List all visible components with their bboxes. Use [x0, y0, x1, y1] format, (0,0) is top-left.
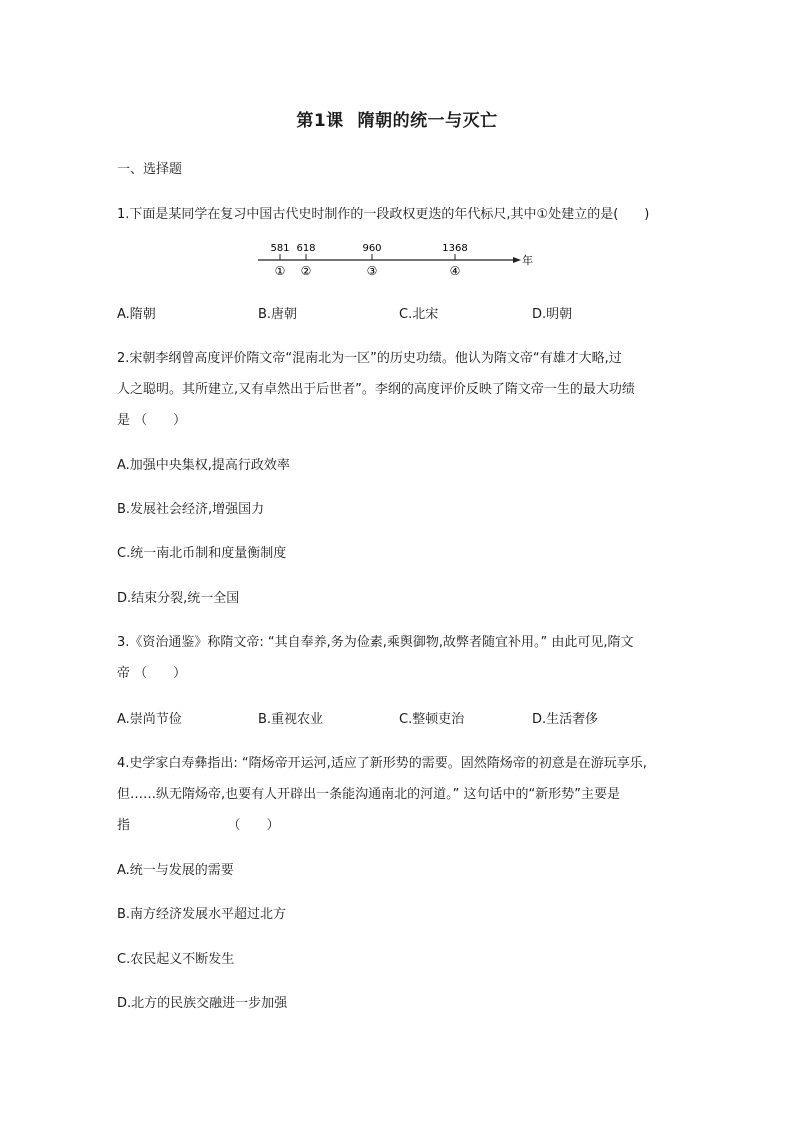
timeline-year: 960	[362, 243, 382, 254]
timeline-unit: 年	[522, 254, 533, 267]
q4-option-a[interactable]: A.统一与发展的需要	[117, 863, 234, 878]
q3-option-d[interactable]: D.生活奢侈	[532, 712, 599, 727]
q2-stem-line: 是 （ ）	[117, 413, 187, 428]
q3-stem-line: 帝 （ ）	[117, 666, 187, 681]
timeline-year: 1368	[442, 243, 468, 254]
q2-stem-line: 人之聪明。其所建立,又有卓然出于后世者”。李纲的高度评价反映了隋文帝一生的最大功绩	[117, 382, 635, 397]
timeline-year: 581	[270, 243, 290, 254]
lesson-name: 隋朝的统一与灭亡	[357, 111, 498, 131]
timeline-mark: ③	[366, 264, 378, 278]
timeline-chart	[255, 238, 545, 280]
q2-option-c[interactable]: C.统一南北币制和度量衡制度	[117, 546, 287, 561]
q3-stem-line: 3.《资治通鉴》称隋文帝: “其自奉养,务为俭素,乘舆御物,故弊者随宜补用。” 由此可见,隋文	[117, 635, 634, 650]
q2-option-b[interactable]: B.发展社会经济,增强国力	[117, 502, 265, 517]
q2-option-a[interactable]: A.加强中央集权,提高行政效率	[117, 458, 290, 473]
q4-stem-line: 但……纵无隋炀帝,也要有人开辟出一条能沟通南北的河道。” 这句话中的“新形势”主要是	[117, 787, 620, 802]
timeline-year: 618	[296, 243, 316, 254]
q2-option-d[interactable]: D.结束分裂,统一全国	[117, 591, 240, 606]
q1-option-c[interactable]: C.北宋	[399, 307, 439, 322]
section-heading: 一、选择题	[117, 162, 183, 177]
q2-stem-line: 2.宋朝李纲曾高度评价隋文帝“混南北为一区”的历史功绩。他认为隋文帝“有雄才大略,过	[117, 351, 622, 366]
q3-option-b[interactable]: B.重视农业	[258, 712, 324, 727]
lesson-number: 第1课	[296, 111, 344, 131]
q1-option-a[interactable]: A.隋朝	[117, 307, 156, 322]
q1-option-b[interactable]: B.唐朝	[258, 307, 298, 322]
q4-option-b[interactable]: B.南方经济发展水平超过北方	[117, 907, 287, 922]
q3-option-a[interactable]: A.崇尚节俭	[117, 712, 182, 727]
q4-option-c[interactable]: C.农民起义不断发生	[117, 952, 235, 967]
timeline-mark: ④	[449, 264, 461, 278]
q4-option-d[interactable]: D.北方的民族交融进一步加强	[117, 996, 288, 1011]
q1-option-d[interactable]: D.明朝	[532, 307, 573, 322]
q3-option-c[interactable]: C.整顿吏治	[399, 712, 465, 727]
q4-stem-line: 指 （ ）	[117, 818, 280, 833]
page-title	[0, 106, 794, 131]
timeline-mark: ①	[274, 264, 286, 278]
timeline-mark: ②	[300, 264, 312, 278]
q4-stem-line: 4.史学家白寿彝指出: “隋炀帝开运河,适应了新形势的需要。固然隋炀帝的初意是在游玩享乐,	[117, 756, 647, 771]
q1-stem: 1.下面是某同学在复习中国古代史时制作的一段政权更迭的年代标尺,其中①处建立的是( )	[117, 207, 650, 222]
timeline-arrow-icon	[513, 257, 521, 263]
